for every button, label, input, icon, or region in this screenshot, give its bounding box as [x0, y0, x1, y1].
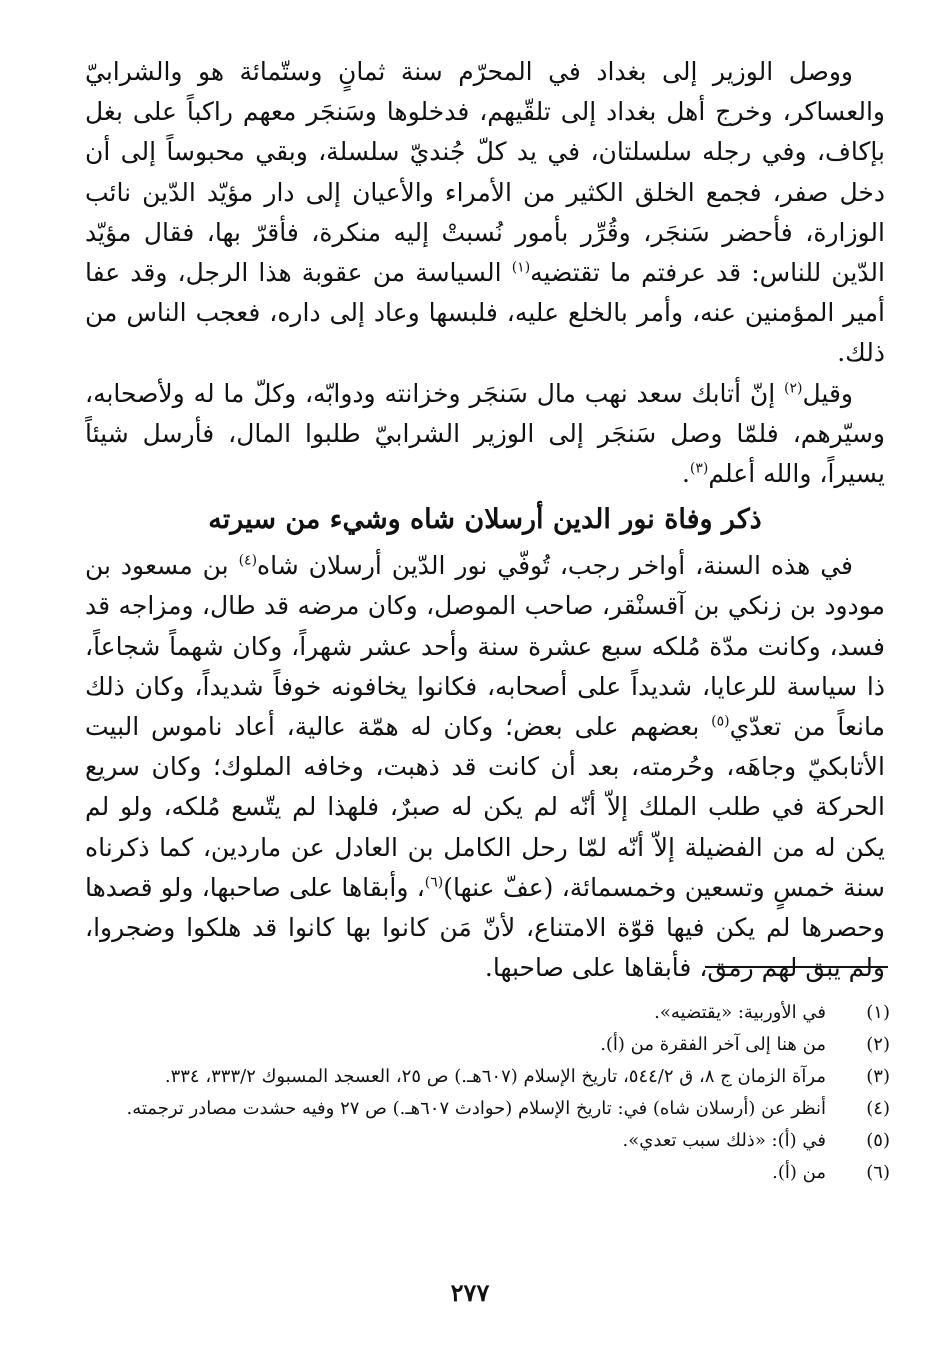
footnote-item	[80, 997, 890, 1029]
paragraph-2-lead: وقيل	[802, 378, 853, 408]
footnote-text: مرآة الزمان ج ٨، ق ٥٤٤/٢، تاريخ الإسلام (٦٠٧هـ.) ص ٢٥، العسجد المسبوك ٣٣٣/٢، ٣٣٤.	[164, 1066, 826, 1087]
section-heading: ذكر وفاة نور الدين أرسلان شاه وشيء من سيرته	[208, 504, 762, 536]
paragraph-2-text: إنّ أتابك سعد نهب مال سَنجَر وخزانته ودوابّه، وكلّ ما له ولأصحابه، وسيّرهم، فلمّا وصل سَنجَر إلى الوزير الشرابيّ طلبوا المال، فأرسل شيئاً يسيراً، والله أعلم	[85, 378, 885, 489]
footnote-number: (٣)	[866, 1066, 890, 1087]
footnote-text: في الأوربية: «يقتضيه».	[654, 1002, 826, 1023]
footnote-text: من (أ).	[772, 1162, 826, 1183]
footnote-text: في (أ): «ذلك سبب تعدي».	[622, 1130, 826, 1151]
footnote-item	[80, 1061, 890, 1093]
footnote-item	[80, 1125, 890, 1157]
footnote-item	[80, 1093, 890, 1125]
paragraph-1-text-cont: السياسة من عقوبة هذا الرجل، وقد عفا أمير المؤمنين عنه، وأمر بالخلع عليه، فلبسها وعاد إلى داره، فعجب الناس من ذلك.	[85, 258, 885, 368]
footnotes	[80, 997, 890, 1189]
main-text	[85, 52, 885, 988]
paragraph-2-end: .	[681, 459, 690, 489]
page-number: ٢٧٧	[450, 1278, 490, 1307]
paragraph-1-text: ووصل الوزير إلى بغداد في المحرّم سنة ثمانٍ وستّمائة هو والشرابيّ والعساكر، وخرج أهل بغداد إلى تلقّيهم، فدخلوها وسَنجَر معهم راكباً على بغل بإكاف، وفي رجله سلسلتان، في يد كلّ جُنديّ سلسلة، وبقي محبوساً إلى أن دخل صفر، فجمع الخلق الكثير من الأمراء والأعيان إلى دار مؤيّد الدّين نائب الوزارة، فأحضر سَنجَر، وقُرِّر بأمور نُسبتْ إليه منكرة، فأقرّ بها، فقال مؤيّد الدّين للناس: قد عرفتم ما تقتضيه	[85, 57, 885, 288]
footnote-ref-3[interactable]: (٣)	[689, 460, 709, 477]
footnote-item	[80, 1157, 890, 1189]
footnote-ref-5[interactable]: (٥)	[711, 713, 730, 730]
footnote-number: (٤)	[866, 1098, 890, 1119]
footnote-separator	[705, 966, 888, 968]
paragraph-1	[85, 52, 885, 374]
footnote-number: (٥)	[866, 1130, 890, 1151]
footnote-ref-4[interactable]: (٤)	[238, 552, 258, 569]
footnote-number: (٢)	[866, 1034, 890, 1055]
footnote-item	[80, 1029, 890, 1061]
paragraph-3	[85, 546, 885, 988]
footnote-text: من هنا إلى آخر الفقرة من (أ).	[600, 1034, 826, 1055]
paragraph-2	[85, 374, 885, 495]
footnote-ref-6[interactable]: (٦)	[424, 874, 444, 891]
paragraph-3-text-3: بعضهم على بعض؛ وكان له همّة عالية، أعاد ناموس البيت الأتابكيّ وجاهَه، وحُرمته، بعد أن كانت قد ذهبت، وخافه الملوك؛ وكان سريع الحركة في طلب الملك إلاّ أنّه لم يكن له صبرٌ، فلهذا لم يتّسع مُلكه، ولو لم يكن له من الفضيلة إلاّ أنّه لمّا رحل الكامل بن العادل عن ماردين، كما ذكرناه سنة خمسٍ وتسعين وخمسمائة، (عفّ عنها)	[85, 712, 885, 902]
footnote-ref-1[interactable]: (١)	[511, 259, 531, 276]
paragraph-3-text-2: بن مسعود بن مودود بن زنكي بن آقسنْقر، صاحب الموصل، وكان مرضه قد طال، ومزاجه قد فسد، وكانت مدّة مُلكه سبع عشرة سنة وأحد عشر شهراً، وكان شهماً شجاعاً، ذا سياسة للرعايا، شديداً على أصحابه، فكانوا يخافونه خوفاً شديداً، وكان ذلك مانعاً من تعدّي	[85, 551, 885, 742]
footnote-text: أنظر عن (أرسلان شاه) في: تاريخ الإسلام (حوادث ٦٠٧هـ.) ص ٢٧ وفيه حشدت مصادر ترجمته.	[126, 1098, 826, 1119]
footnote-number: (٦)	[866, 1162, 890, 1183]
paragraph-3-text-4: ، وأبقاها على صاحبها، ولو قصدها وحصرها لم يكن فيها قوّة الامتناع، لأنّ مَن كانوا بها كانوا قد هلكوا وضجروا، ولم يبق لهم رمق، فأبقاها على صاحبها.	[85, 872, 885, 983]
footnote-ref-2[interactable]: (٢)	[784, 380, 803, 397]
paragraph-3-text: في هذه السنة، أواخر رجب، تُوفّي نور الدّين أرسلان شاه	[257, 551, 853, 581]
footnote-number: (١)	[866, 1002, 890, 1023]
